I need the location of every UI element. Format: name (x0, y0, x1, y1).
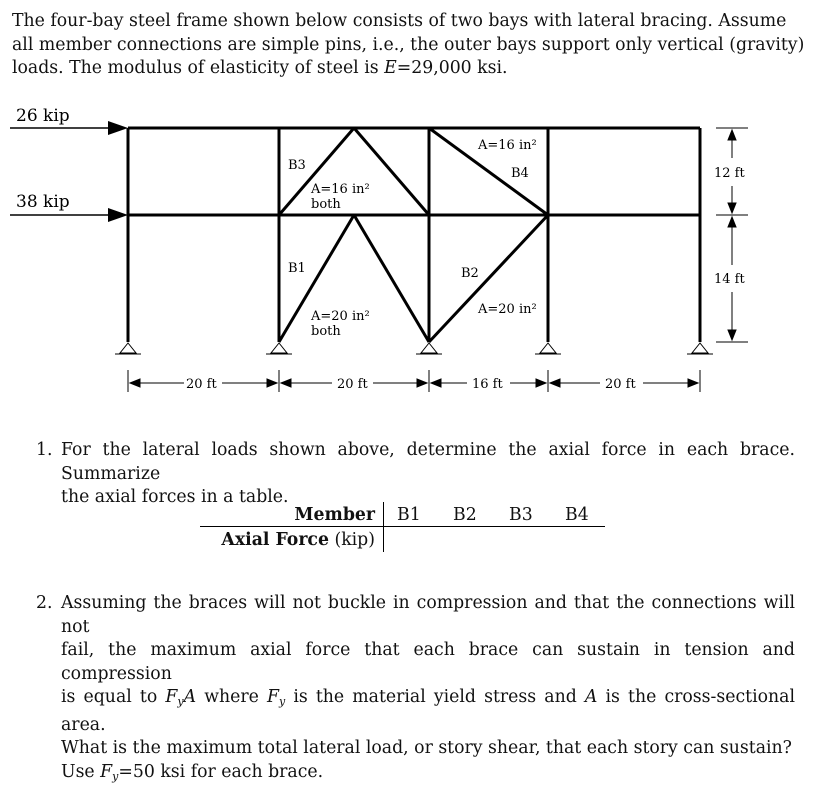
arrow-down-icon (728, 203, 736, 213)
span-3-label: 16 ft (472, 377, 503, 392)
intro-line-2: all member connections are simple pins, i.e., the outer bays support only vertical (gravity) (12, 34, 805, 55)
vertical-dimensions (716, 128, 748, 342)
table-member-b3: B3 (509, 505, 533, 525)
span-4-label: 20 ft (605, 377, 636, 392)
intro-line-1: The four-bay steel frame shown below consists of two bays with lateral bracing. Assume (12, 11, 787, 31)
table-member-b4: B4 (565, 505, 589, 525)
question-2-text (61, 592, 795, 788)
arrow-left-icon (130, 379, 140, 387)
arrow-right-icon (536, 379, 546, 387)
height-lower-label: 14 ft (714, 272, 745, 287)
pin-support-icon (692, 343, 708, 353)
arrow-up-icon (728, 217, 736, 227)
load-top-label: 26 kip (16, 106, 70, 126)
pin-support-icon (120, 343, 136, 353)
arrow-right-icon (108, 121, 128, 135)
intro-line-3: loads. The modulus of elasticity of steel is E=29,000 ksi. (12, 58, 508, 78)
span-2-label: 20 ft (337, 377, 368, 392)
table-divider-horizontal (200, 526, 605, 527)
question-1-number: 1. (36, 440, 53, 460)
load-mid-label: 38 kip (16, 192, 70, 212)
area-bottom-left-both: both (311, 324, 341, 339)
arrow-right-icon (108, 208, 128, 222)
question-2-line-1: Assuming the braces will not buckle in compression and that the connections will not (61, 593, 795, 637)
arrow-right-icon (267, 379, 277, 387)
arrow-right-icon (417, 379, 427, 387)
arrow-down-icon (728, 330, 736, 340)
brace-b3-right (354, 128, 429, 215)
pin-support-icon (540, 343, 556, 353)
table-header-member: Member (294, 505, 375, 525)
area-bottom-left: A=20 in² (311, 309, 370, 324)
area-top-left: A=16 in² (311, 182, 370, 197)
area-top-right: A=16 in² (478, 138, 537, 153)
question-2-line-3: is equal to $F_yA$ where $F_y$ is the material yield stress and A is the cross-sectional area. (61, 687, 795, 735)
arrow-right-icon (688, 379, 698, 387)
question-1-line-1: For the lateral loads shown above, determine the axial force in each brace. Summarize (61, 440, 795, 484)
question-2-line-5: Use $F_y=50$ ksi for each brace. (61, 761, 324, 783)
pin-support-icon (271, 343, 287, 353)
span-1-label: 20 ft (186, 377, 217, 392)
frame-members (128, 128, 700, 342)
question-1-line-2: the axial forces in a table. (61, 487, 289, 507)
pin-support-icon (421, 343, 437, 353)
table-member-b2: B2 (453, 505, 477, 525)
area-top-left-both: both (311, 197, 341, 212)
question-2-line-4: What is the maximum total lateral load, or story shear, that each story can sustain? (61, 738, 792, 758)
arrow-up-icon (728, 130, 736, 140)
axial-force-table (200, 502, 605, 558)
height-upper-label: 12 ft (714, 166, 745, 181)
pin-supports (115, 343, 713, 354)
brace-b2 (429, 215, 548, 342)
label-b4: B4 (511, 166, 529, 181)
table-divider-vertical (383, 502, 384, 552)
question-2-number: 2. (36, 593, 53, 613)
table-header-axial-force: Axial Force (kip) (221, 530, 375, 550)
area-bottom-right: A=20 in² (478, 302, 537, 317)
table-member-b1: B1 (397, 505, 421, 525)
question-1-text (61, 439, 795, 510)
label-b1: B1 (288, 261, 306, 276)
question-2-line-2: fail, the maximum axial force that each brace can sustain in tension and compression (61, 640, 795, 684)
label-b2: B2 (461, 266, 479, 281)
arrow-left-icon (431, 379, 441, 387)
arrow-left-icon (550, 379, 560, 387)
arrow-left-icon (281, 379, 291, 387)
label-b3: B3 (288, 158, 306, 173)
